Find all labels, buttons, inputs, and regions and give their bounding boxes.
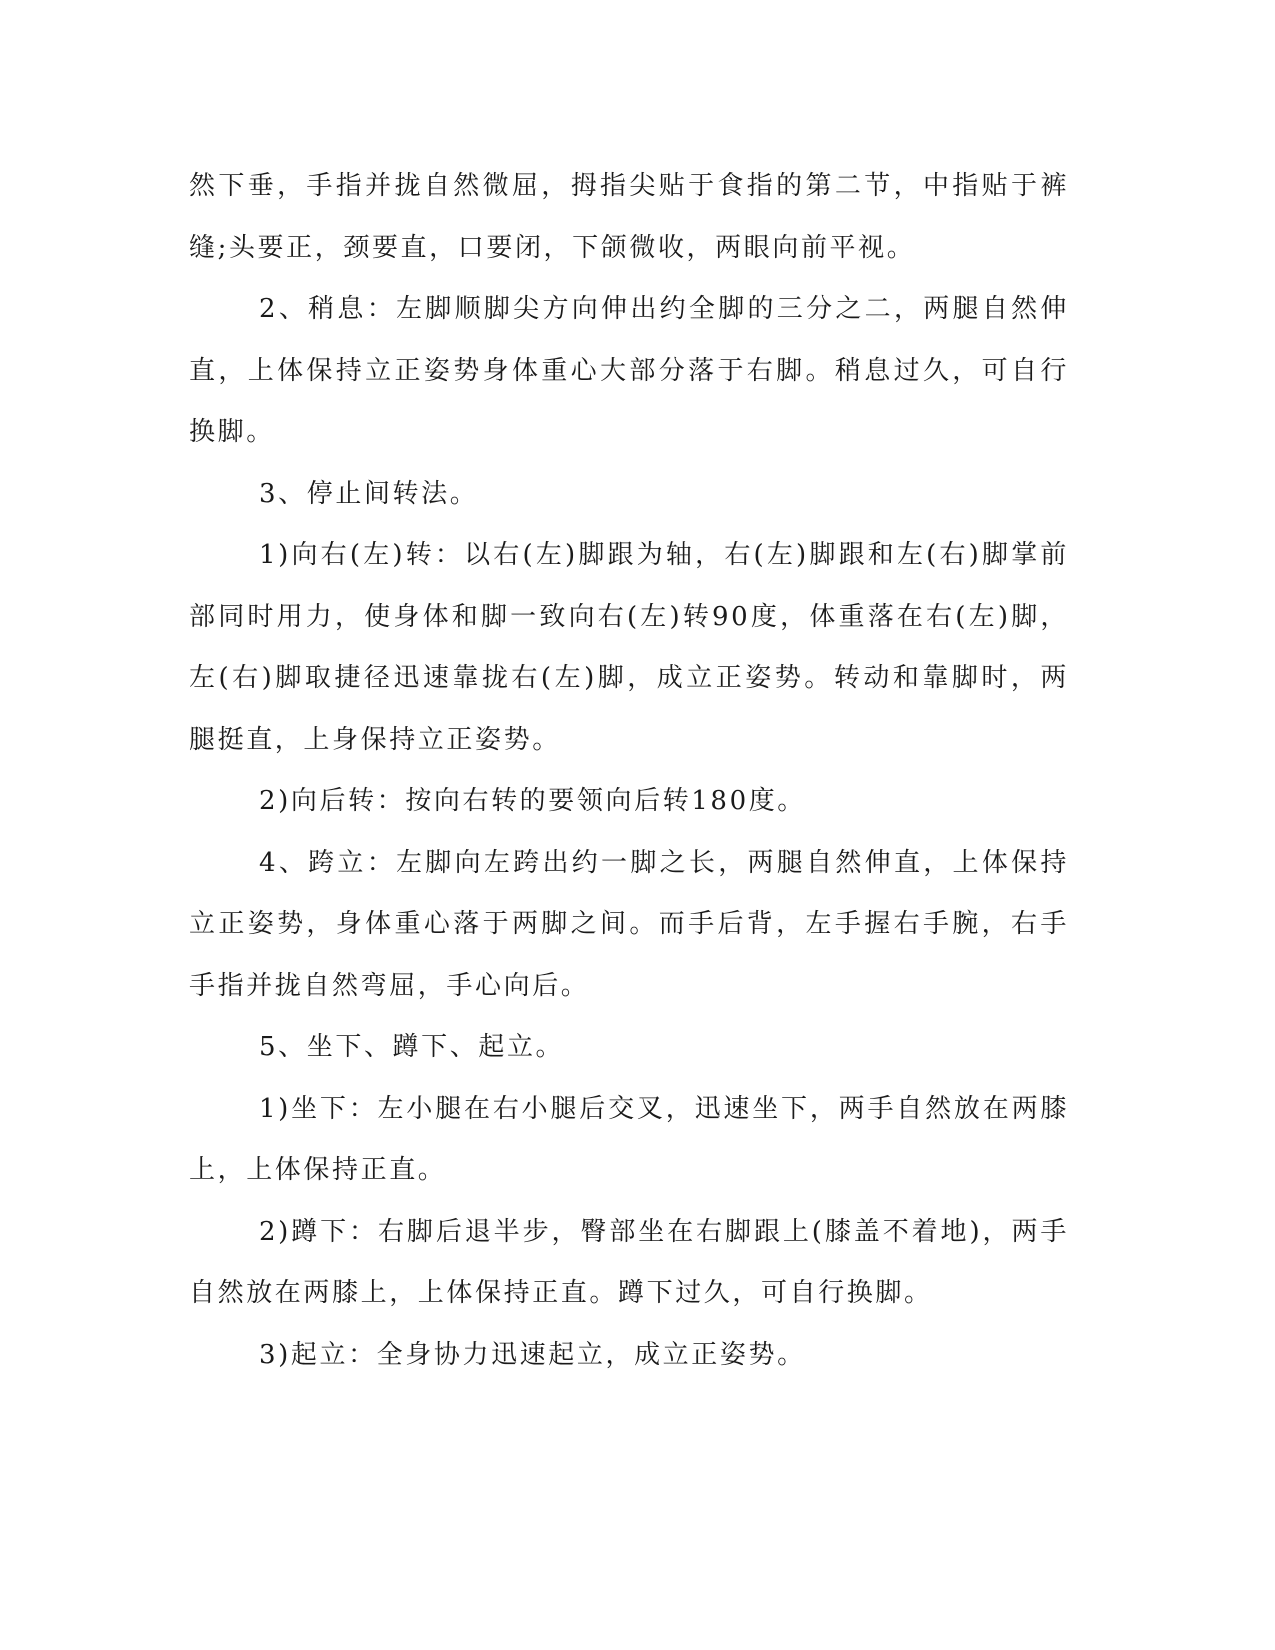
- paragraph-4: 1)向右(左)转：以右(左)脚跟为轴，右(左)脚跟和左(右)脚掌前部同时用力，使身体和脚一致向右(左)转90度，体重落在右(左)脚，左(右)脚取捷径迅速靠拢右(左)脚，成立正姿势。转动和靠脚时，两腿挺直，上身保持立正姿势。: [189, 540, 1069, 755]
- paragraph-5: 2)向后转：按向右转的要领向后转180度。: [259, 786, 806, 816]
- paragraph-7: 5、坐下、蹲下、起立。: [259, 1032, 565, 1062]
- paragraph-10: 3)起立：全身协力迅速起立，成立正姿势。: [259, 1339, 806, 1370]
- paragraph-2: 2、稍息：左脚顺脚尖方向伸出约全脚的三分之二，两腿自然伸直，上体保持立正姿势身体重心大部分落于右脚。稍息过久，可自行换脚。: [189, 294, 1069, 447]
- paragraph-6: 4、跨立：左脚向左跨出约一脚之长，两腿自然伸直，上体保持立正姿势，身体重心落于两脚之间。而手后背，左手握右手腕，右手手指并拢自然弯屈，手心向后。: [189, 847, 1069, 1001]
- document-body: [189, 156, 1069, 1386]
- paragraph-3: 3、停止间转法。: [259, 478, 479, 509]
- paragraph-8: 1)坐下：左小腿在右小腿后交叉，迅速坐下，两手自然放在两膝上，上体保持正直。: [189, 1093, 1069, 1185]
- paragraph-1: 然下垂，手指并拢自然微屈，拇指尖贴于食指的第二节，中指贴于裤缝;头要正，颈要直，口要闭，下颌微收，两眼向前平视。: [189, 171, 1069, 263]
- paragraph-9: 2)蹲下：右脚后退半步，臀部坐在右脚跟上(膝盖不着地)，两手自然放在两膝上，上体保持正直。蹲下过久，可自行换脚。: [189, 1216, 1069, 1308]
